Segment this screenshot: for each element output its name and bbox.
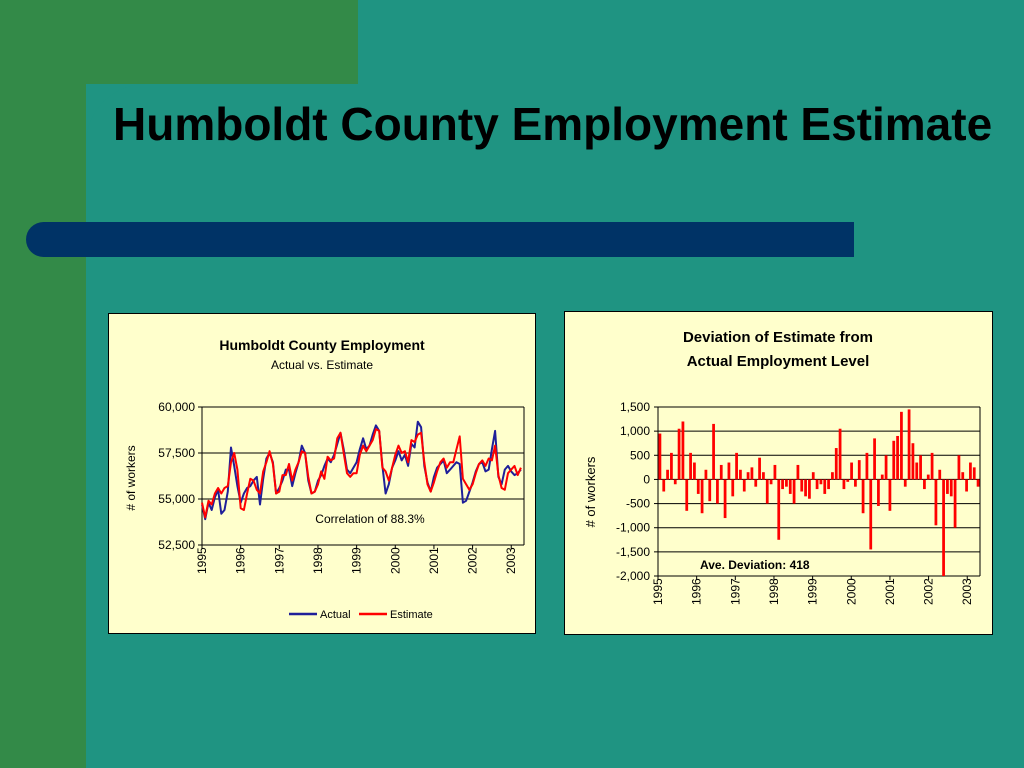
deviation-bar [831, 472, 834, 479]
chart-subtitle: Actual vs. Estimate [270, 358, 374, 372]
deviation-bar [862, 479, 865, 513]
x-tick-label: 2000 [844, 578, 859, 605]
deviation-bar [762, 472, 765, 479]
deviation-bar [969, 463, 972, 480]
deviation-bar [973, 467, 976, 479]
deviation-bar [869, 479, 872, 549]
x-tick-label: 2002 [921, 578, 936, 605]
deviation-bar [689, 453, 692, 480]
employment-line-chart [108, 313, 536, 634]
deviation-bar [724, 479, 727, 518]
deviation-bar [701, 479, 704, 513]
deviation-bar [904, 479, 907, 486]
deviation-bar [942, 479, 945, 576]
deviation-bar [793, 479, 796, 503]
deviation-bar [889, 479, 892, 510]
chart-title-line-1: Deviation of Estimate from [682, 329, 874, 346]
deviation-bar [846, 479, 849, 481]
deviation-bar [754, 479, 757, 486]
deviation-bar [662, 479, 665, 491]
deviation-bar [820, 479, 823, 484]
deviation-bar [912, 443, 915, 479]
deviation-bar [877, 479, 880, 506]
deviation-bar [977, 479, 980, 486]
deviation-bar [961, 472, 964, 479]
x-tick-label: 2001 [882, 578, 897, 605]
x-tick-label: 1995 [651, 578, 665, 605]
x-tick-label: 1997 [728, 578, 743, 605]
deviation-bar [716, 479, 719, 503]
average-deviation-annotation: Ave. Deviation: 418 [700, 558, 810, 572]
y-tick-label: 0 [643, 472, 650, 487]
deviation-bar [954, 479, 957, 527]
deviation-bar [938, 470, 941, 480]
y-tick-label: 52,500 [158, 538, 195, 552]
deviation-bar [789, 479, 792, 493]
deviation-bar [908, 409, 911, 479]
y-tick-label: 500 [629, 448, 650, 463]
deviation-bar [858, 460, 861, 479]
deviation-bar [885, 455, 888, 479]
deviation-bar [728, 463, 731, 480]
deviation-bar [697, 479, 700, 493]
deviation-bar [797, 465, 800, 479]
deviation-bar [931, 453, 934, 480]
deviation-bar [800, 479, 803, 491]
y-tick-label: -1,000 [615, 520, 650, 535]
deviation-bar [785, 479, 788, 486]
deviation-bar [823, 479, 826, 493]
x-tick-label: 2003 [960, 578, 975, 605]
y-tick-label: 60,000 [158, 400, 195, 414]
deviation-bar [965, 479, 968, 491]
y-tick-label: 55,000 [158, 492, 195, 506]
deviation-bar [682, 421, 685, 479]
x-tick-label: 2001 [426, 547, 441, 574]
deviation-bar [670, 453, 673, 480]
slide-title: Humboldt County Employment Estimate [113, 98, 993, 150]
deviation-bar [958, 455, 961, 479]
deviation-bar [693, 463, 696, 480]
y-tick-label: -2,000 [615, 569, 650, 583]
deviation-bar [708, 479, 711, 501]
deviation-bar [816, 479, 819, 489]
deviation-bar [850, 463, 853, 480]
deviation-bar [743, 479, 746, 491]
y-axis-label: # of workers [124, 445, 138, 511]
correlation-annotation: Correlation of 88.3% [315, 512, 425, 526]
x-tick-label: 1998 [766, 578, 781, 605]
deviation-bar [935, 479, 938, 525]
deviation-bar [781, 479, 784, 489]
deviation-bar [735, 453, 738, 480]
deviation-bar [827, 479, 830, 489]
deviation-bar [770, 479, 773, 484]
deviation-bar [854, 479, 857, 486]
deviation-bar [678, 429, 681, 480]
y-tick-label: 57,500 [158, 446, 195, 460]
x-tick-label: 1995 [195, 547, 209, 574]
x-tick-label: 1996 [233, 547, 248, 574]
y-tick-label: 1,500 [619, 400, 650, 414]
y-tick-label: -500 [625, 496, 650, 511]
deviation-bar [731, 479, 734, 496]
deviation-bar [873, 438, 876, 479]
deviation-bar [915, 463, 918, 480]
deviation-bar [839, 429, 842, 480]
bar-chart-svg [565, 312, 992, 634]
deviation-bar [946, 479, 949, 493]
x-tick-label: 1999 [805, 578, 820, 605]
deviation-bar [674, 479, 677, 484]
line-chart-svg [109, 314, 535, 633]
deviation-bar [659, 434, 662, 480]
x-tick-label: 1998 [310, 547, 325, 574]
deviation-bar [666, 470, 669, 480]
top-decor-band [0, 0, 358, 84]
chart-title: Humboldt County Employment [219, 337, 425, 353]
deviation-bar [804, 479, 807, 496]
x-tick-label: 1996 [689, 578, 704, 605]
deviation-bar [720, 465, 723, 479]
deviation-bar-chart [564, 311, 993, 635]
deviation-bar [712, 424, 715, 480]
y-axis-label: # of workers [583, 456, 598, 528]
deviation-bar [747, 472, 750, 479]
deviation-bar [777, 479, 780, 539]
deviation-bar [919, 455, 922, 479]
x-tick-label: 1997 [272, 547, 287, 574]
deviation-bar [766, 479, 769, 503]
left-decor-band [0, 0, 86, 768]
deviation-bar [866, 453, 869, 480]
deviation-bar [835, 448, 838, 479]
x-tick-label: 2000 [388, 547, 403, 574]
deviation-bar [927, 475, 930, 480]
deviation-bar [774, 465, 777, 479]
y-tick-label: -1,500 [615, 544, 650, 559]
legend-label: Estimate [390, 609, 433, 621]
deviation-bar [896, 436, 899, 479]
chart-title-line-2: Actual Employment Level [686, 353, 870, 370]
series-line-actual [202, 422, 521, 520]
y-tick-label: 1,000 [619, 424, 650, 439]
deviation-bar [892, 441, 895, 480]
x-tick-label: 2002 [465, 547, 480, 574]
deviation-bar [812, 472, 815, 479]
deviation-bar [900, 412, 903, 480]
x-tick-label: 1999 [349, 547, 364, 574]
title-underline-bar [26, 222, 854, 257]
deviation-bar [950, 479, 953, 496]
deviation-bar [705, 470, 708, 480]
legend-label: Actual [320, 609, 351, 621]
deviation-bar [685, 479, 688, 510]
deviation-bar [923, 479, 926, 489]
deviation-bar [881, 475, 884, 480]
deviation-bar [751, 467, 754, 479]
deviation-bar [843, 479, 846, 489]
x-tick-label: 2003 [504, 547, 519, 574]
deviation-bar [739, 470, 742, 480]
deviation-bar [758, 458, 761, 480]
deviation-bar [808, 479, 811, 498]
